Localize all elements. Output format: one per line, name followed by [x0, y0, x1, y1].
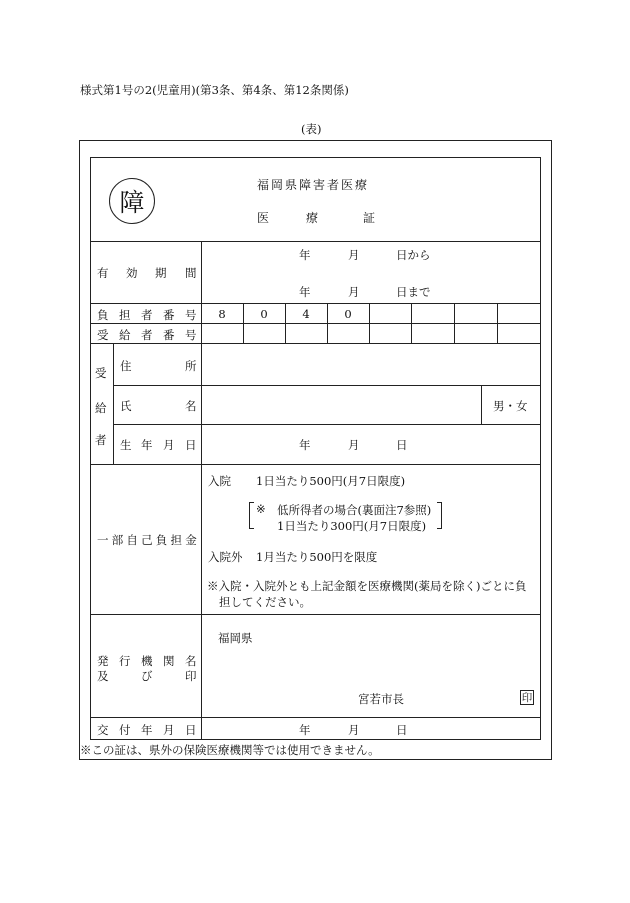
line-under-title [90, 241, 541, 242]
valid-to-month: 月 [348, 285, 360, 299]
label-char: 関 [163, 654, 175, 668]
label-char: 印 [185, 669, 197, 683]
low-income-line2: 1日当たり300円(月7日限度) [277, 519, 427, 533]
payer-digit-4: 0 [344, 307, 352, 321]
label-char: 年 [141, 723, 153, 737]
digit-divider [411, 303, 412, 343]
label-char: 名 [185, 654, 197, 668]
label-char: 給 [119, 328, 131, 342]
copay-label: 一部自己負担金 [97, 533, 200, 547]
recipient-vertical-2: 給 [95, 401, 107, 415]
label-char: 交 [97, 723, 109, 737]
label-char: 号 [185, 308, 197, 322]
line-under-payer [90, 323, 541, 324]
recipient-vertical-1: 受 [95, 366, 107, 380]
card-subtitle-1: 医 [257, 211, 270, 225]
inpatient-text: 1日当たり500円(月7日限度) [256, 474, 406, 488]
low-income-mark: ※ [256, 502, 266, 516]
label-char: 者 [141, 328, 153, 342]
footer-note: ※この証は、県外の保険医療機関等では使用できません。 [80, 743, 380, 757]
recipient-vertical-3: 者 [95, 433, 107, 447]
birth-year: 年 [299, 438, 311, 452]
inpatient-label: 入院 [208, 474, 231, 488]
line-under-address [113, 385, 541, 386]
valid-from-day: 日から [396, 248, 431, 262]
left-bracket [249, 502, 254, 529]
label-char: 生 [120, 438, 132, 452]
payer-digit-3: 4 [302, 307, 310, 321]
issue-day: 日 [396, 723, 408, 737]
address-label-2: 所 [185, 359, 197, 373]
label-char: 発 [97, 654, 109, 668]
digit-divider [454, 303, 455, 343]
valid-from-month: 月 [348, 248, 360, 262]
outpatient-label: 入院外 [208, 550, 243, 564]
form-number: 様式第1号の2(児童用)(第3条、第4条、第12条関係) [80, 83, 349, 97]
issue-year: 年 [299, 723, 311, 737]
name-label-1: 氏 [120, 399, 132, 413]
official-stamp-mark: 印 [521, 692, 533, 704]
valid-to-day: 日まで [396, 285, 431, 299]
digit-divider [497, 303, 498, 343]
gender-divider [481, 385, 482, 424]
digit-divider [369, 303, 370, 343]
label-char: 月 [163, 723, 175, 737]
inner-frame [90, 157, 541, 740]
name-label-2: 名 [185, 399, 197, 413]
card-title: 福岡県障害者医療 [257, 178, 370, 192]
disability-seal: 障 [109, 178, 155, 224]
line-under-recipient-number [90, 343, 497, 344]
line-under-recipient [90, 464, 541, 465]
copay-note-line1: ※入院・入院外とも上記金額を医療機関(薬局を除く)ごとに負 [207, 579, 527, 593]
recipient-vertical-divider [113, 343, 114, 464]
card-subtitle-3: 証 [363, 211, 376, 225]
line-under-issuer [90, 717, 541, 718]
label-char: 付 [119, 723, 131, 737]
gender-field: 男・女 [493, 399, 528, 413]
label-char: 有 [97, 266, 109, 280]
label-char: 期 [155, 266, 167, 280]
label-char: 月 [163, 438, 175, 452]
valid-to-year: 年 [299, 285, 311, 299]
label-char: 担 [119, 308, 131, 322]
label-char: 機 [141, 654, 153, 668]
valid-from-year: 年 [299, 248, 311, 262]
label-char: 行 [119, 654, 131, 668]
issuer-prefecture: 福岡県 [218, 631, 253, 645]
issue-month: 月 [348, 723, 360, 737]
label-char: 間 [185, 266, 197, 280]
birth-day: 日 [396, 438, 408, 452]
card-subtitle-2: 療 [306, 211, 319, 225]
line-under-recipient-number-right [497, 343, 541, 344]
line-under-validity [90, 303, 541, 304]
birth-month: 月 [348, 438, 360, 452]
label-char: 日 [185, 723, 197, 737]
payer-digit-2: 0 [260, 307, 268, 321]
label-char: 号 [185, 328, 197, 342]
label-char: 日 [185, 438, 197, 452]
label-char: 番 [163, 328, 175, 342]
label-char: 年 [141, 438, 153, 452]
right-bracket [437, 502, 442, 529]
payer-digit-1: 8 [218, 307, 226, 321]
line-under-name [113, 424, 541, 425]
address-label-1: 住 [120, 359, 132, 373]
label-char: 及 [97, 669, 109, 683]
label-char: 効 [126, 266, 138, 280]
side-label: (表) [301, 122, 322, 136]
label-char: び [141, 669, 153, 683]
copay-note-line2: 担してください。 [219, 595, 311, 609]
label-char: 者 [141, 308, 153, 322]
outpatient-text: 1月当たり500円を限度 [256, 550, 378, 564]
label-char: 受 [97, 328, 109, 342]
issuer-mayor: 宮若市長 [358, 692, 404, 706]
label-char: 番 [163, 308, 175, 322]
line-under-copay [90, 614, 541, 615]
label-char: 負 [97, 308, 109, 322]
low-income-line1: 低所得者の場合(裏面注7参照) [277, 503, 432, 517]
